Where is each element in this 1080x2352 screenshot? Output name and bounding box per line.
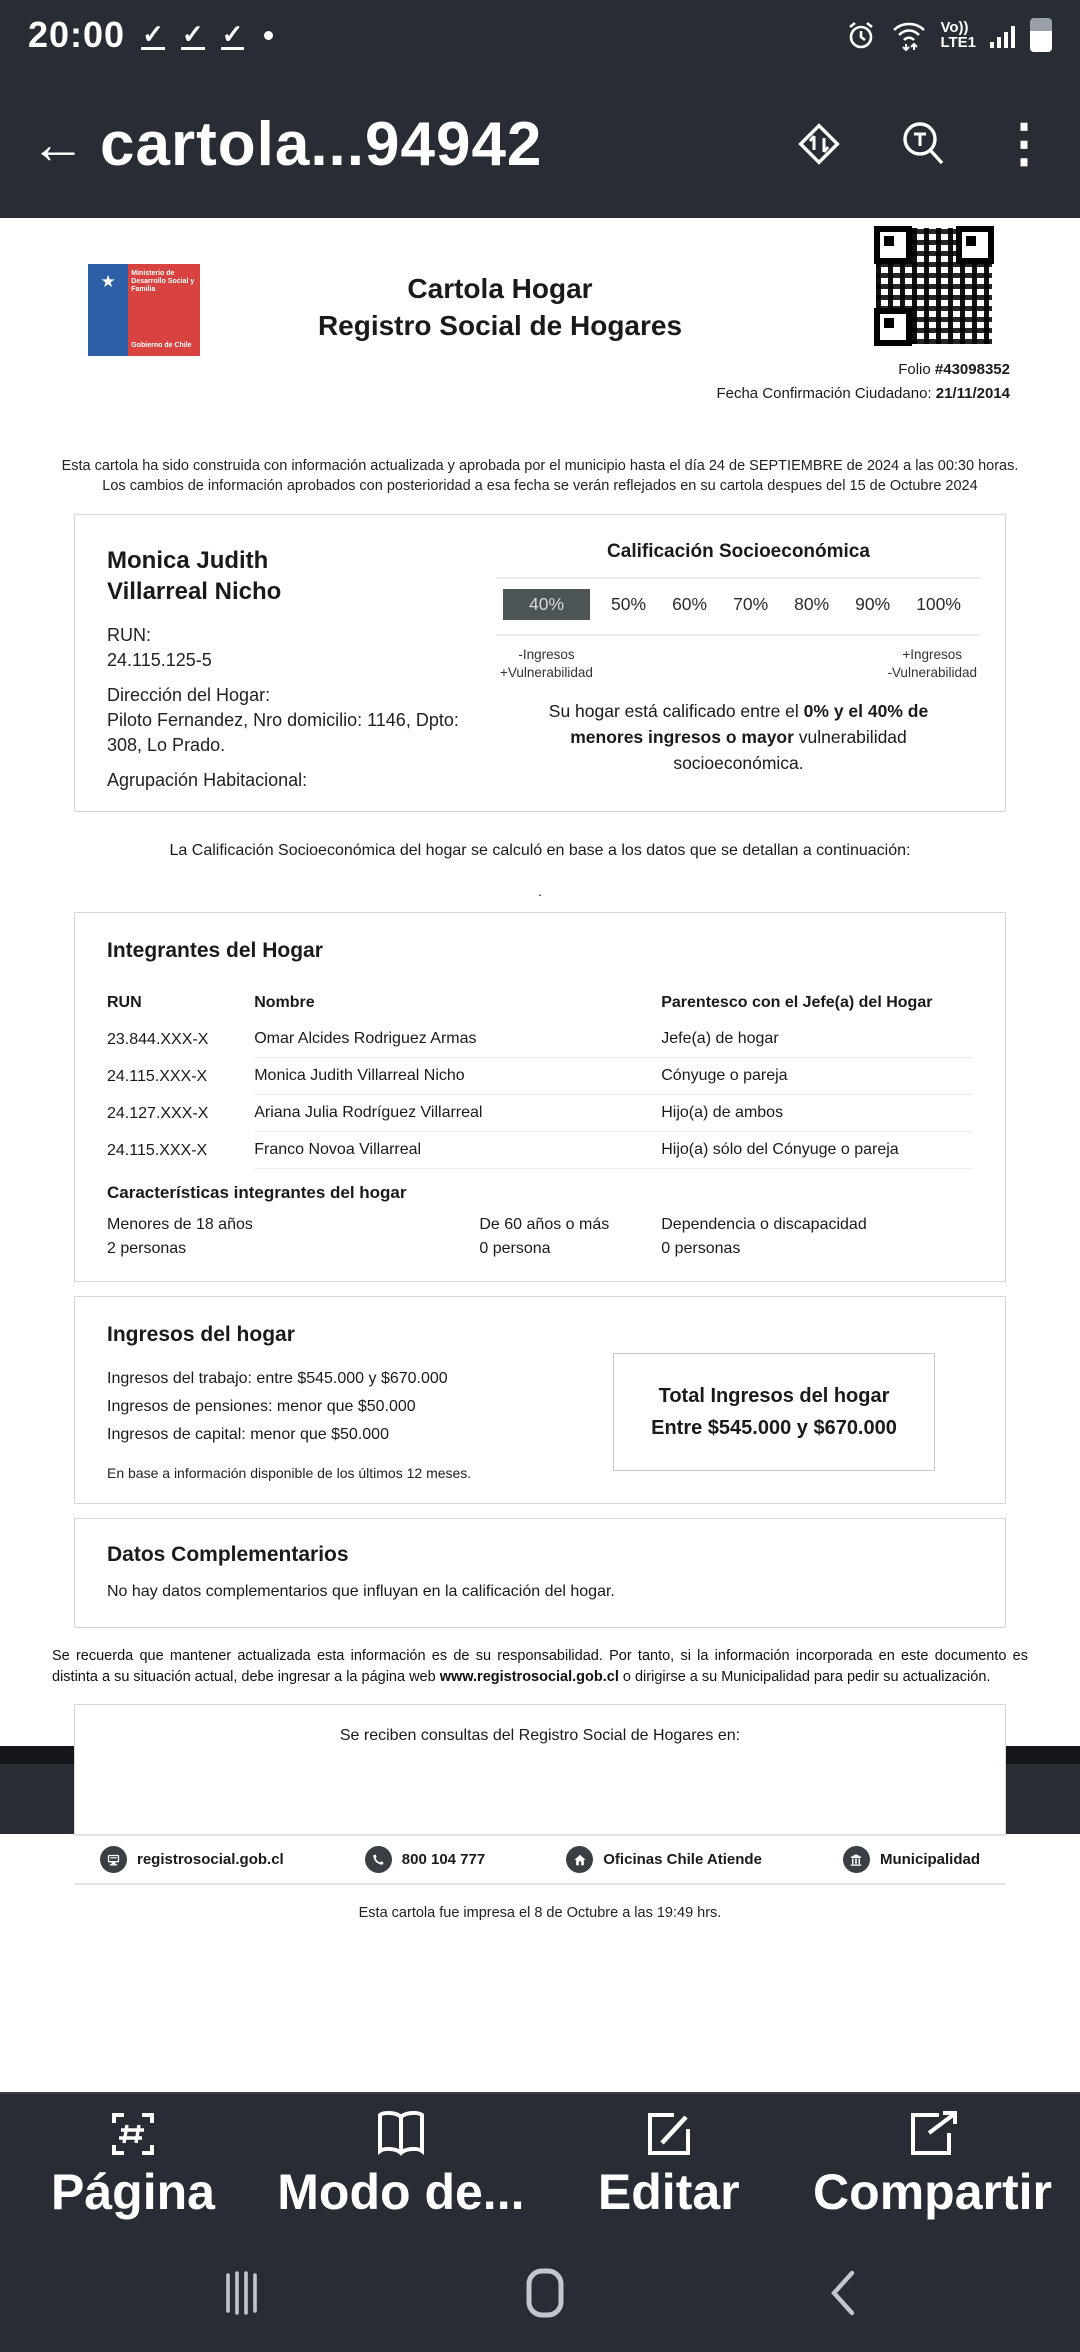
ingreso-line: Ingresos del trabajo: entre $545.000 y $670.000 xyxy=(107,1370,448,1387)
contact-label: registrosocial.gob.cl xyxy=(137,1851,284,1868)
document-title: cartola...94942 xyxy=(100,109,543,179)
scale-value: 60% xyxy=(672,594,708,614)
integrantes-title: Integrantes del Hogar xyxy=(107,939,323,962)
download-done-icon: ✓ xyxy=(221,18,244,49)
socioeconomic-scale xyxy=(496,589,981,620)
contact-item xyxy=(365,1846,485,1873)
household-summary-box xyxy=(74,514,1006,812)
scale-value: 100% xyxy=(916,594,961,614)
logo-ministry-text: Ministerio de Desarrollo Social y Familia xyxy=(131,270,195,293)
battery-icon xyxy=(1030,18,1052,52)
table-header-row: RUN Nombre Parentesco con el Jefe(a) del Hogar xyxy=(107,994,933,1011)
calificacion-panel xyxy=(472,539,1005,793)
android-nav-bar xyxy=(0,2234,1080,2352)
scale-value: 80% xyxy=(794,594,830,614)
view-mode-button[interactable]: Modo de... xyxy=(277,2107,524,2221)
overflow-menu-icon[interactable]: ⋮ xyxy=(998,115,1050,173)
total-ingresos-box: Total Ingresos del hogar Entre $545.000 y $670.000 xyxy=(613,1353,935,1471)
fecha-confirmacion-line: Fecha Confirmación Ciudadano: 21/11/2014 xyxy=(716,385,1010,402)
qr-code xyxy=(876,228,992,344)
tiny-dot: . xyxy=(538,883,542,899)
share-icon xyxy=(905,2107,961,2161)
notification-dot-icon xyxy=(264,31,273,40)
scale-left-note: -Ingresos +Vulnerabilidad xyxy=(500,647,593,680)
alarm-icon xyxy=(844,18,878,52)
recents-icon[interactable] xyxy=(220,2269,264,2317)
datos-complementarios-text: No hay datos complementarios que influyan en la calificación del hogar. xyxy=(107,1583,615,1600)
scale-right-note: +Ingresos -Vulnerabilidad xyxy=(887,647,977,680)
table-row: 24.115.XXX-X Monica Judith Villarreal Nicho Cónyuge o pareja xyxy=(107,1058,973,1095)
folio-line: Folio #43098352 xyxy=(898,361,1010,378)
scale-value: 70% xyxy=(733,594,769,614)
contact-item xyxy=(566,1846,762,1873)
back-icon[interactable] xyxy=(826,2267,860,2319)
ingresos-title: Ingresos del hogar xyxy=(107,1323,295,1346)
download-done-icon: ✓ xyxy=(181,18,204,49)
update-reminder: Se recuerda que mantener actualizada esta información es de su responsabilidad. Por tanto, si la información incorporada en este documento es distinta a su situación actual, debe ingresar a la página web www.registrosocial.gob.cl o dirigirse a su Municipalidad para pedir su actualización. xyxy=(52,1648,1028,1685)
datos-complementarios-box xyxy=(74,1518,1006,1628)
page-number-icon xyxy=(106,2107,160,2161)
direccion-value: Piloto Fernandez, Nro domicilio: 1146, Dpto: 308, Lo Prado. xyxy=(107,710,459,755)
datos-complementarios-title: Datos Complementarios xyxy=(107,1543,349,1566)
caracteristicas-title: Características integrantes del hogar xyxy=(107,1183,407,1202)
caracteristica-item: De 60 años o más 0 persona xyxy=(479,1216,610,1257)
pdf-page-1[interactable] xyxy=(0,218,1080,1746)
calculation-note: La Calificación Socioeconómica del hogar se calculó en base a los datos que se detallan a continuación: xyxy=(169,842,911,859)
caracteristica-item: Menores de 18 años 2 personas xyxy=(107,1216,253,1257)
direccion-label: Dirección del Hogar: xyxy=(107,685,271,705)
run-value: 24.115.125-5 xyxy=(107,650,212,670)
rotate-screen-icon[interactable] xyxy=(790,115,848,173)
integrantes-table xyxy=(107,985,973,1169)
pdf-page-2[interactable] xyxy=(0,1834,1080,2092)
intro-paragraph: Esta cartola ha sido construida con información actualizada y aprobada por el municipio hasta el día 24 de SEPTIEMBRE de 2024 a las 00:30 horas. Los cambios de información aprobados con posterioridad a esa fecha se verán reflejados en su cartola despues del 15 de Octubre 2024 xyxy=(61,458,1019,494)
ingreso-line: Ingresos de pensiones: menor que $50.000 xyxy=(107,1398,416,1415)
agrupacion-label: Agrupación Habitacional: xyxy=(107,770,308,790)
status-bar xyxy=(0,0,1080,70)
volte-indicator: Vo)) LTE1 xyxy=(940,19,976,51)
printed-timestamp: Esta cartola fue impresa el 8 de Octubre a las 19:49 hrs. xyxy=(358,1905,722,1921)
edit-icon xyxy=(642,2107,696,2161)
scale-value: 90% xyxy=(855,594,891,614)
table-row: 24.127.XXX-X Ariana Julia Rodríguez Villarreal Hijo(a) de ambos xyxy=(107,1095,973,1132)
ingresos-note: En base a información disponible de los últimos 12 meses. xyxy=(107,1465,472,1481)
back-button[interactable]: ← xyxy=(30,112,86,175)
monitor-icon xyxy=(100,1846,127,1873)
consultas-box xyxy=(74,1704,1006,1845)
table-row: 23.844.XXX-X Omar Alcides Rodriguez Armas Jefe(a) de hogar xyxy=(107,1021,973,1058)
edit-button[interactable]: Editar xyxy=(564,2107,774,2221)
wifi-icon xyxy=(890,18,928,52)
holder-name: Monica Judith Villarreal Nicho xyxy=(107,547,282,605)
app-header xyxy=(0,70,1080,218)
home-icon[interactable] xyxy=(524,2265,566,2321)
contact-item xyxy=(100,1846,284,1873)
home-icon xyxy=(566,1846,593,1873)
reading-mode-icon xyxy=(372,2107,430,2161)
coat-of-arms-icon: ★ xyxy=(100,272,116,291)
calificacion-result: Su hogar está calificado entre el 0% y el 40% de menores ingresos o mayor vulnerabilidad socioeconómica. xyxy=(548,701,929,773)
contact-channels-bar xyxy=(74,1834,1006,1885)
text-search-icon[interactable] xyxy=(894,115,952,173)
contact-label: Oficinas Chile Atiende xyxy=(603,1851,762,1868)
run-label: RUN: xyxy=(107,625,151,645)
page-button[interactable]: Página xyxy=(28,2107,238,2221)
consultas-text: Se reciben consultas del Registro Social de Hogares en: xyxy=(339,1727,741,1744)
phone-icon xyxy=(365,1846,392,1873)
logo-government-text: Gobierno de Chile xyxy=(131,342,192,349)
calificacion-title: Calificación Socioeconómica xyxy=(607,541,870,562)
table-row: 24.115.XXX-X Franco Novoa Villarreal Hijo(a) sólo del Cónyuge o pareja xyxy=(107,1132,973,1169)
contact-item xyxy=(843,1846,980,1873)
scale-value-active: 40% xyxy=(503,589,590,620)
building-icon xyxy=(843,1846,870,1873)
pdf-toolbar xyxy=(0,2092,1080,2234)
gobierno-de-chile-logo xyxy=(88,264,200,356)
clock-text: 20:00 xyxy=(28,14,126,55)
document-heading: Cartola Hogar Registro Social de Hogares xyxy=(317,273,683,341)
scale-value: 50% xyxy=(611,594,647,614)
signal-icon xyxy=(988,20,1018,50)
caracteristica-item: Dependencia o discapacidad 0 personas xyxy=(661,1216,867,1257)
share-button[interactable]: Compartir xyxy=(813,2107,1052,2221)
ingresos-box xyxy=(74,1296,1006,1504)
integrantes-box xyxy=(74,912,1006,1282)
contact-label: Municipalidad xyxy=(879,1851,980,1868)
document-header xyxy=(0,218,1080,448)
ingreso-line: Ingresos de capital: menor que $50.000 xyxy=(107,1426,389,1443)
download-done-icon: ✓ xyxy=(142,18,164,49)
contact-label: 800 104 777 xyxy=(401,1851,486,1868)
